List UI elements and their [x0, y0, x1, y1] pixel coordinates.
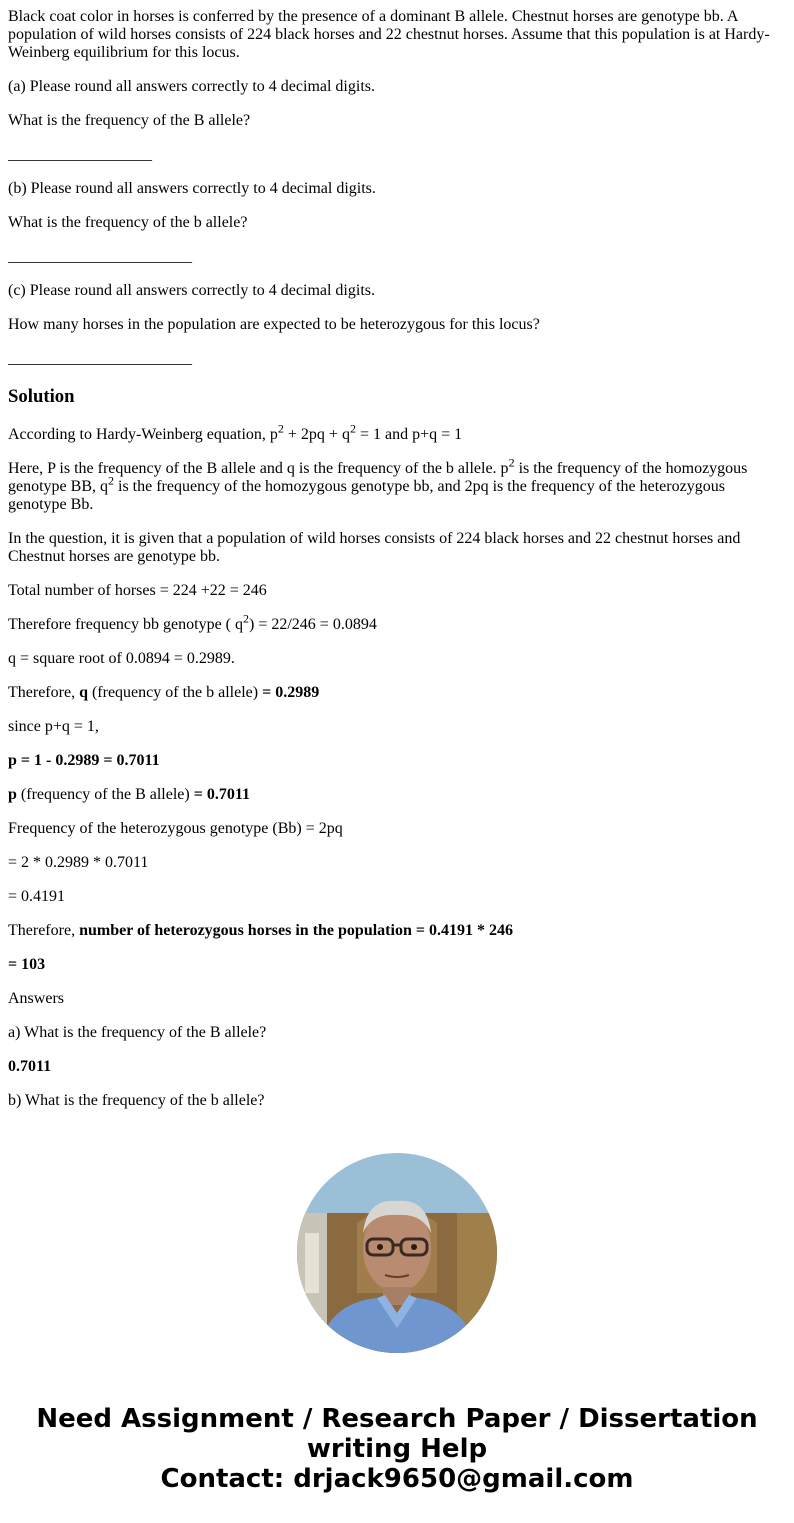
given-statement: In the question, it is given that a population of wild horses consists of 224 black horses and 22 chestnut horses and Chestnut horses are genotype bb.	[8, 530, 741, 565]
bb-frequency: Therefore frequency bb genotype ( $q^2) = 22/246 = 0.0894$	[8, 611, 377, 633]
promo-line-1: Need Assignment / Research Paper / Dissertation	[36, 1404, 758, 1434]
promo-banner	[0, 1404, 794, 1494]
p-result: p (frequency of the B allele) = 0.7011	[8, 786, 250, 803]
variable-definitions: Here, P is the frequency of the B allele and q is the frequency of the b allele. $p^2$ is the frequency of the homozygous genotype BB, $q^2$ is the frequency of the homozygous genotype bb, and 2pq is the frequency of the heterozygous genotype Bb.	[8, 455, 748, 513]
answer-a-question: a) What is the frequency of the B allele?	[8, 1024, 267, 1041]
heterozygous-count-value: = 103	[8, 956, 46, 973]
document-content	[8, 8, 786, 1120]
heterozygous-label: Frequency of the heterozygous genotype (Bb) = 2pq	[8, 820, 343, 837]
answer-b-question: b) What is the frequency of the b allele?	[8, 1092, 265, 1109]
p-calculation: p = 1 - 0.2989 = 0.7011	[8, 752, 160, 769]
promo-line-2: writing Help	[306, 1434, 488, 1464]
q-result: Therefore, q (frequency of the b allele) = 0.2989	[8, 684, 320, 701]
solution-heading: Solution	[8, 386, 75, 407]
part-c-answer-blank: _______________________	[8, 350, 192, 367]
part-b-answer-blank: _______________________	[8, 248, 192, 265]
answer-a-value: 0.7011	[8, 1058, 52, 1075]
part-b-prompt: What is the frequency of the b allele?	[8, 214, 248, 231]
part-c-instruction: (c) Please round all answers correctly to 4 decimal digits.	[8, 282, 375, 299]
total-horses: Total number of horses = 224 +22 = 246	[8, 582, 267, 599]
part-a-answer-blank: __________________	[8, 146, 152, 163]
hardy-weinberg-equation: According to Hardy-Weinberg equation, $p^2 + 2pq + q^2 = 1$ and p+q = 1	[8, 421, 463, 443]
q-square-root: q = square root of 0.0894 = 0.2989.	[8, 650, 235, 667]
heterozygous-calculation: = 2 * 0.2989 * 0.7011	[8, 854, 149, 871]
answers-label: Answers	[8, 990, 64, 1007]
part-a-instruction: (a) Please round all answers correctly to 4 decimal digits.	[8, 78, 375, 95]
person-portrait-icon	[297, 1153, 497, 1353]
heterozygous-value: = 0.4191	[8, 888, 66, 905]
since-statement: since p+q = 1,	[8, 718, 99, 735]
heterozygous-count: Therefore, number of heterozygous horses in the population = 0.4191 * 246	[8, 922, 513, 939]
author-avatar	[297, 1153, 497, 1353]
part-a-prompt: What is the frequency of the B allele?	[8, 112, 251, 129]
part-b-instruction: (b) Please round all answers correctly to 4 decimal digits.	[8, 180, 376, 197]
promo-contact: Contact: drjack9650@gmail.com	[160, 1464, 634, 1494]
part-c-prompt: How many horses in the population are expected to be heterozygous for this locus?	[8, 316, 540, 333]
question-intro: Black coat color in horses is conferred by the presence of a dominant B allele. Chestnut horses are genotype bb. A population of wild horses consists of 224 black horses and 22 chestnut horses. Assume that this population is at Hardy-Weinberg equilibrium for this locus.	[8, 8, 770, 61]
